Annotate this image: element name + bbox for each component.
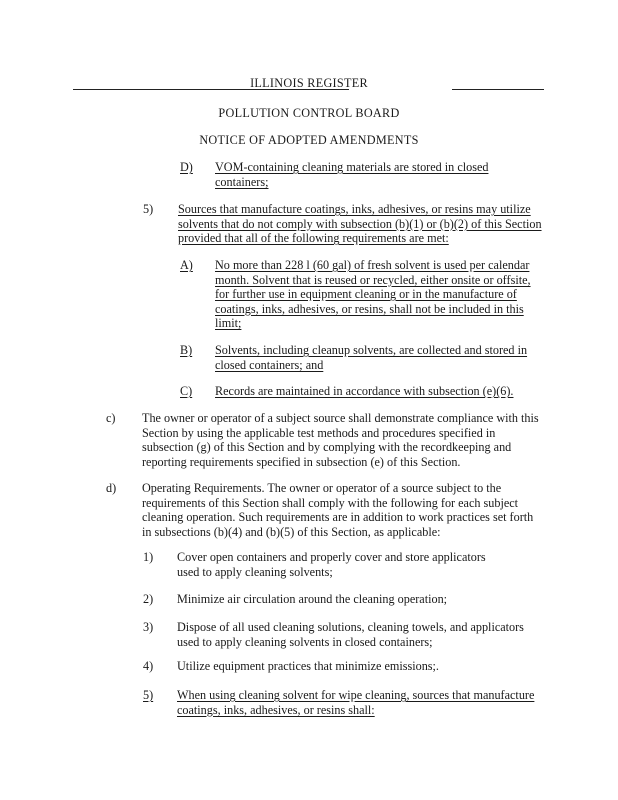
item-text: When using cleaning solvent for wipe cleaning, sources that manufacture coatings, inks, adhesives, or resins shall: [177, 688, 535, 717]
item-text: VOM-containing cleaning materials are stored in closed containers; [215, 160, 489, 189]
item-label: C) [180, 384, 193, 398]
item-text: Operating Requirements. The owner or operator of a source subject to the requirements of this Section shall comply with the following for each subject cleaning operation. Such requirements are in addition to work practices set forth in subsections (b)(4) and (b)(5) of this Section, as applicable: [142, 481, 534, 539]
item-text: Minimize air circulation around the cleaning operation; [177, 592, 448, 606]
item-text: Cover open containers and properly cover and store applicators used to apply cleaning solvents; [177, 550, 486, 579]
board-title: POLLUTION CONTROL BOARD [218, 106, 400, 120]
item-label: 4) [143, 659, 154, 673]
item-label: c) [106, 411, 116, 425]
item-label: D) [180, 160, 193, 174]
item-text: Records are maintained in accordance with subsection (e)(6). [215, 384, 514, 398]
item-label: 5) [143, 688, 154, 702]
item-label: 2) [143, 592, 154, 606]
item-text: Solvents, including cleanup solvents, are collected and stored in closed containers; and [215, 343, 528, 372]
item-label: 5) [143, 202, 154, 216]
item-label: d) [106, 481, 117, 495]
item-text: No more than 228 l (60 gal) of fresh solvent is used per calendar month. Solvent that is reused or recycled, either onsite or offsite, for further use in equipment cleaning or in the manufacture of coatings, inks, adhesives, or resins, shall not be included in this limit; [215, 258, 531, 330]
item-label: B) [180, 343, 193, 357]
item-label: 1) [143, 550, 154, 564]
notice-title: NOTICE OF ADOPTED AMENDMENTS [199, 133, 419, 147]
item-text: The owner or operator of a subject source shall demonstrate compliance with this Section by using the applicable test methods and procedures specified in subsection (g) of this Section and by complying with the recordkeeping and reporting requirements specified in subsection (e) of this Section. [142, 411, 539, 469]
register-title: ILLINOIS REGISTER [250, 76, 368, 90]
item-text: Dispose of all used cleaning solutions, cleaning towels, and applicators used to apply cleaning solvents in closed containers; [177, 620, 524, 649]
item-text: Utilize equipment practices that minimize emissions;. [177, 659, 439, 673]
item-label: 3) [143, 620, 154, 634]
item-label: A) [180, 258, 193, 272]
item-text: Sources that manufacture coatings, inks, adhesives, or resins may utilize solvents that do not comply with subsection (b)(1) or (b)(2) of this Section provided that all of the following requirements are met: [178, 202, 542, 245]
